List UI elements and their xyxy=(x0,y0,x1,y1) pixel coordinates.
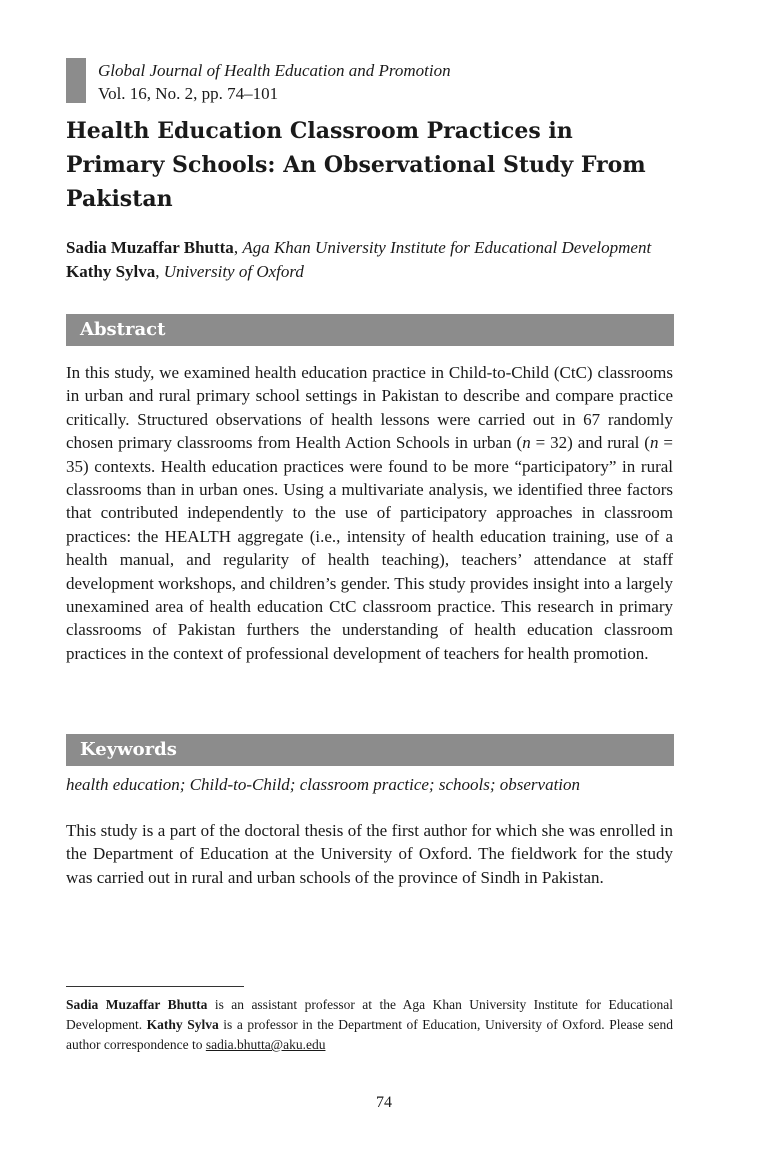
footnote-author-name: Kathy Sylva xyxy=(146,1017,219,1032)
article-title: Health Education Classroom Practices in Primary Schools: An Observational Study From Pakistan xyxy=(66,118,646,212)
abstract-part: = 35) contexts. Health education practices were found to be more “participatory” in rural classrooms than in urban ones. Using a multivariate analysis, we identified three factors that contributed independently to the use of participatory approaches in classroom practices: the HEALTH aggregate (i.e., intensity of health education training, use of a health manual, and regularity of health teaching), teachers’ attendance at staff development workshops, and children’s gender. This study provides insight into a largely unexamined area of health education CtC classroom practice. This research in primary classrooms of Pakistan furthers the understanding of health education classroom practices in the context of professional development of teachers for health promotion. xyxy=(66,433,674,663)
author-name: Sadia Muzaffar Bhutta xyxy=(66,238,234,257)
author-separator: , xyxy=(233,238,243,257)
author-separator: , xyxy=(155,261,164,281)
footnote xyxy=(66,995,673,1055)
author-affiliation: Aga Khan University Institute for Educational Development xyxy=(242,238,652,257)
author-name: Kathy Sylva xyxy=(66,261,156,281)
abstract-part: In this study, we examined health education practice in Child-to-Child (CtC) classrooms in urban and rural primary school settings in Pakistan to describe and compare practice critically. Structured observations of health lessons were carried out in 67 randomly chosen primary classrooms from Health Action Schools in urban ( xyxy=(66,363,673,453)
footnote-part: is a professor in the Department of Education, University of Oxford. Please send author correspondence to xyxy=(66,1017,673,1052)
author-affiliation: University of Oxford xyxy=(163,261,304,281)
correspondence-email-link[interactable]: sadia.bhutta@aku.edu xyxy=(205,1037,326,1052)
abstract-text xyxy=(66,361,673,665)
n-symbol: n xyxy=(649,433,659,453)
keywords-heading: Keywords xyxy=(66,734,674,766)
journal-name: Global Journal of Health Education and Promotion xyxy=(98,61,451,80)
author-note: This study is a part of the doctoral thesis of the first author for which she was enrolled in the Department of Education at the University of Oxford. The fieldwork for the study was carried out in rural and urban schools of the province of Sindh in Pakistan. xyxy=(66,821,673,887)
footnote-part: is an assistant professor at the Aga Khan University Institute for Educational Development. xyxy=(66,997,674,1032)
abstract-heading: Abstract xyxy=(66,314,674,346)
author-entry xyxy=(66,260,676,284)
keywords-text: health education; Child-to-Child; classroom practice; schools; observation xyxy=(66,775,581,794)
page-number: 74 xyxy=(376,1094,392,1111)
author-list xyxy=(66,236,676,283)
journal-volume-info: Vol. 16, No. 2, pp. 74–101 xyxy=(98,84,279,103)
n-symbol: n xyxy=(522,433,531,453)
author-entry xyxy=(66,236,676,260)
footnote-divider xyxy=(66,986,244,987)
abstract-part: = 32) and rural ( xyxy=(530,433,650,453)
footnote-author-name: Sadia Muzaffar Bhutta xyxy=(66,997,208,1012)
journal-marker-bar xyxy=(66,58,86,103)
